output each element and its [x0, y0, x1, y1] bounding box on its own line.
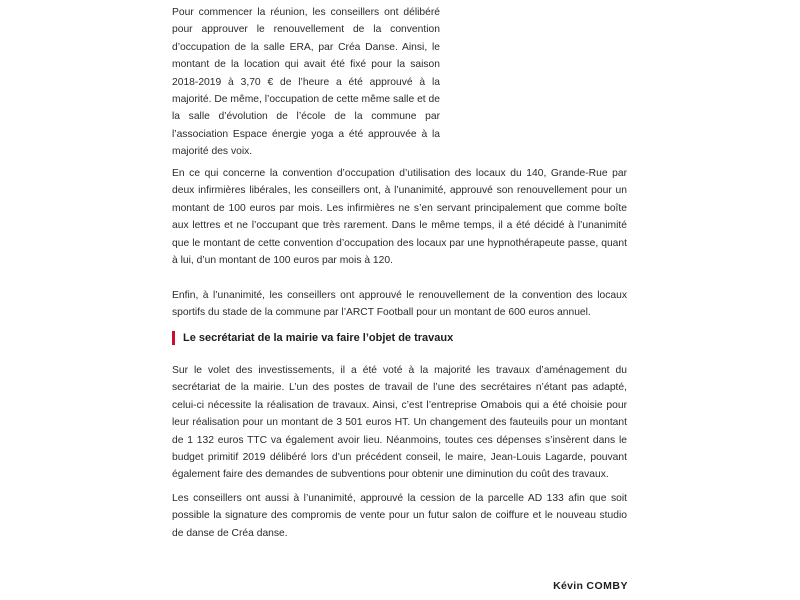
- heading-accent-bar: [172, 331, 175, 345]
- intro-paragraph: Pour commencer la réunion, les conseillers ont délibéré pour approuver le renouvellement de la convention d’occupation de la salle ERA, par Créa Danse. Ainsi, le montant de la location qui avait été fixé pour la saison 2018-2019 à 3,70 € de l’heure a été approuvé à la majorité. De même, l’occupation de cette même salle et de la salle d’évolution de l’école de la commune par l’association Espace énergie yoga a été approuvée à la majorité des voix.: [172, 7, 440, 158]
- paragraph-investissements: Sur le volet des investissements, il a été voté à la majorité les travaux d’aménagement du secrétariat de la mairie. L’un des postes de travail de l’une des secrétaires n’étant pas adapté, celui-ci nécessite la réalisation de travaux. Ainsi, c’est l’entreprise Omabois qui a été choisie pour leur réalisation pour un montant de 3 501 euros HT. Un changement des fauteuils pour un montant de 1 132 euros TTC va également avoir lieu. Néanmoins, toutes ces dépenses s’insèrent dans le budget primitif 2019 délibéré lors d’un précédent conseil, le maire, Jean-Louis Lagarde, pouvant également faire des demandes de subventions pour obtenir une diminution du coût des travaux.: [172, 365, 627, 481]
- section-heading-text: Le secrétariat de la mairie va faire l’objet de travaux: [183, 332, 454, 344]
- author-last-name: COMBY: [586, 580, 628, 592]
- author-first-name: Kévin: [553, 580, 584, 592]
- paragraph-convention-infirmieres: En ce qui concerne la convention d’occupation d’utilisation des locaux du 140, Grande-Rue par deux infirmières libérales, les conseillers ont, à l’unanimité, approuvé son renouvellement pour un montant de 100 euros par mois. Les infirmières ne s’en servant principalement que comme boîte aux lettres et ne l’occupant que très rarement. Dans le même temps, il a été décidé à l’unanimité que le montant de cette convention d’occupation des locaux par une hypnothérapeute passe, quant à lui, d’un montant de 100 euros par mois à 120.: [172, 168, 627, 267]
- section-heading: [172, 331, 627, 345]
- author-byline: [553, 580, 628, 592]
- paragraph-arct-football: Enfin, à l’unanimité, les conseillers ont approuvé le renouvellement de la convention des locaux sportifs du stade de la commune par l’ARCT Football pour un montant de 600 euros annuel.: [172, 290, 627, 319]
- paragraph-parcelle: Les conseillers ont aussi à l’unanimité, approuvé la cession de la parcelle AD 133 afin que soit possible la signature des compromis de vente pour un futur salon de coiffure et le nouveau studio de danse de Créa danse.: [172, 493, 627, 539]
